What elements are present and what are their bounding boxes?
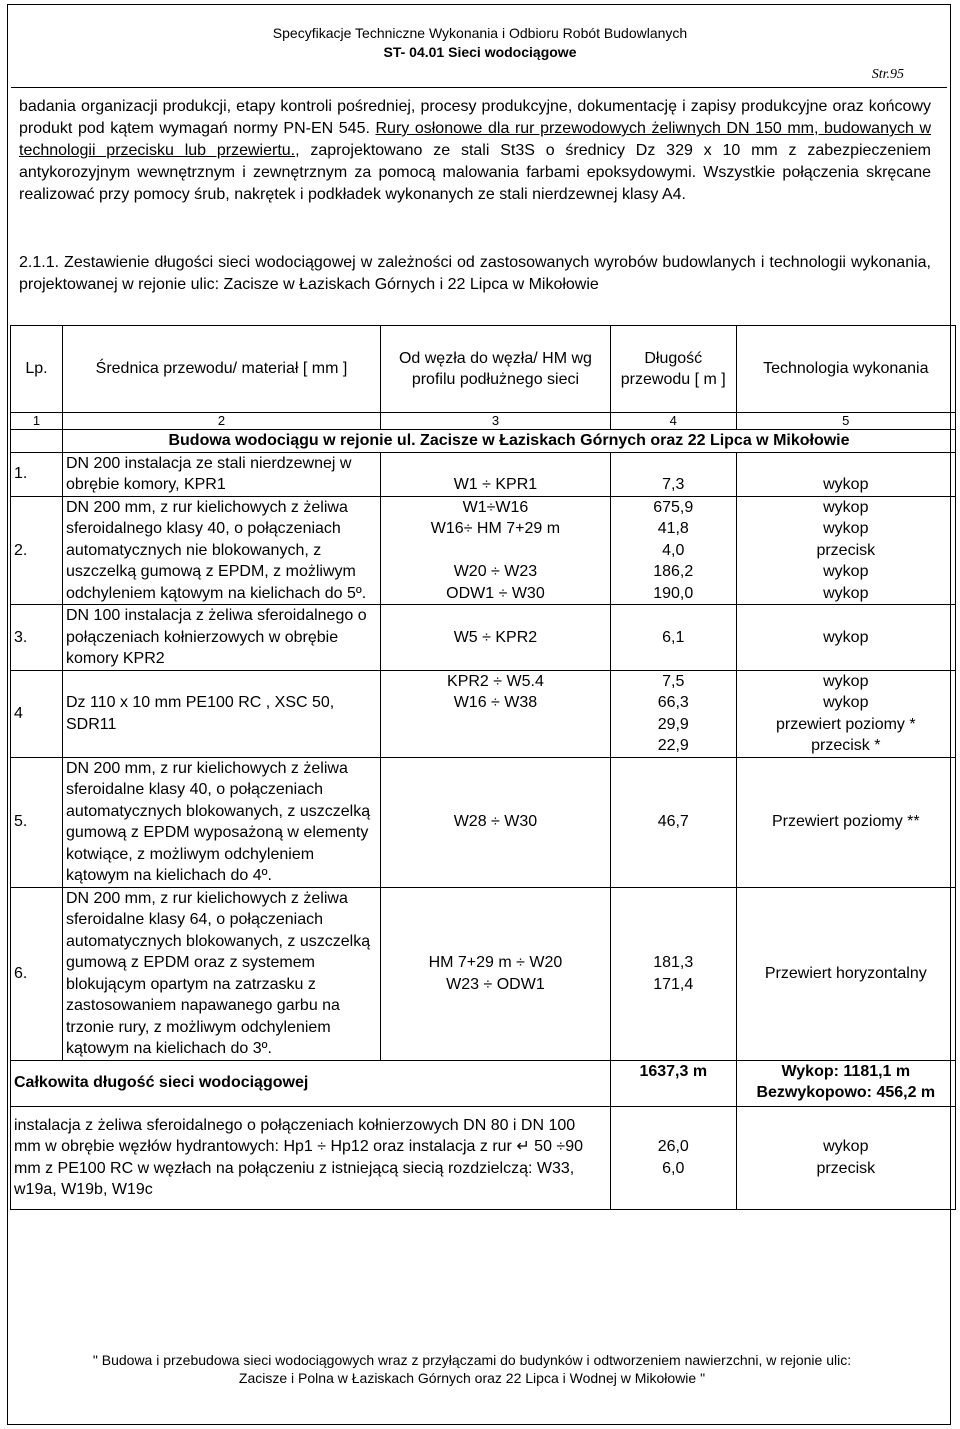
row-lengths: 46,7 [610, 757, 736, 887]
col-number: 5 [736, 413, 955, 430]
hydrant-lengths: 26,0 6,0 [610, 1106, 736, 1209]
table-row [11, 452, 956, 496]
footer-line-2: Zacisze i Polna w Łaziskach Górnych oraz 22 Lipca i Wodnej w Mikołowie " [238, 1370, 706, 1386]
table-header-row [11, 326, 956, 413]
section-title-row [11, 430, 956, 453]
row-lengths: 675,9 41,8 4,0 186,2 190,0 [610, 496, 736, 605]
table-row [11, 757, 956, 887]
row-sections: HM 7+29 m ÷ W20 W23 ÷ ODW1 [380, 887, 610, 1060]
row-sections: W5 ÷ KPR2 [380, 605, 610, 671]
row-technology: wykop [736, 605, 955, 671]
hydrant-technology: wykop przecisk [736, 1106, 955, 1209]
intro-text-c: , zaprojektowano ze stali St3S o średnicy Dz 329 x 10 mm z zabezpieczeniem antykorozyjnym wewnętrznym i zewnętrznym za pomocą malowania farbami epoksydowymi. Wszystkie połączenia skręcane realizować przy pomocy śrub, nakrętek i podkładek wykonanych ze stali nierdzewnej klasy A4. [19, 142, 931, 203]
header-title: Specyfikacje Techniczne Wykonania i Odbioru Robót Budowlanych [272, 25, 688, 41]
header-technology: Technologia wykonania [736, 326, 955, 413]
hydrant-row [11, 1106, 956, 1209]
header-divider [11, 87, 947, 88]
total-label: Całkowita długość sieci wodociągowej [11, 1060, 611, 1106]
col-number: 1 [11, 413, 63, 430]
table-row [11, 496, 956, 605]
section-title: Budowa wodociągu w rejonie ul. Zacisze w Łaziskach Górnych oraz 22 Lipca w Mikołowie [62, 430, 955, 453]
intro-text-underlined: Rury osłonowe dla rur przewodowych żeliwnych DN 150 mm, budowanych w technologii przecisku lub przewiertu. [19, 120, 932, 159]
header-lp: Lp. [11, 326, 63, 413]
page-number: Str.95 [871, 67, 904, 82]
col-number: 4 [610, 413, 736, 430]
row-sections: KPR2 ÷ W5.4 W16 ÷ W38 [380, 670, 610, 757]
row-sections: W1 ÷ KPR1 [380, 452, 610, 496]
intro-text-a: badania organizacji produkcji, etapy kontroli pośredniej, procesy produkcyjne, dokumentację i zapisy produkcyjne oraz końcowy produkt pod kątem wymagań normy PN-EN 545. [19, 98, 931, 137]
row-lengths: 7,5 66,3 29,9 22,9 [610, 670, 736, 757]
row-description: DN 100 instalacja z żeliwa sferoidalnego o połączeniach kołnierzowych w obrębie komory KPR2 [62, 605, 380, 671]
row-technology: Przewiert poziomy ** [736, 757, 955, 887]
column-number-row [11, 413, 956, 430]
row-lengths: 6,1 [610, 605, 736, 671]
row-description: Dz 110 x 10 mm PE100 RC , XSC 50, SDR11 [62, 670, 380, 757]
row-description: DN 200 mm, z rur kielichowych z żeliwa sferoidalnego klasy 40, o połączeniach automatycznych nie blokowanych, z uszczelką gumową z EPDM, z możliwym odchyleniem kątowym na kielichach do 5º. [62, 496, 380, 605]
table-row [11, 605, 956, 671]
header-diameter: Średnica przewodu/ materiał [ mm ] [62, 326, 380, 413]
total-technology: Wykop: 1181,1 m Bezwykopowo: 456,2 m [736, 1060, 955, 1106]
row-sections: W28 ÷ W30 [380, 757, 610, 887]
row-lp: 5. [11, 757, 63, 887]
row-technology: wykop [736, 452, 955, 496]
col-number: 3 [380, 413, 610, 430]
header-section: Od węzła do węzła/ HM wg profilu podłużnego sieci [380, 326, 610, 413]
row-lp: 6. [11, 887, 63, 1060]
row-lengths: 181,3 171,4 [610, 887, 736, 1060]
row-technology: wykop wykop przecisk wykop wykop [736, 496, 955, 605]
row-lengths: 7,3 [610, 452, 736, 496]
total-length: 1637,3 m [610, 1060, 736, 1106]
row-lp: 2. [11, 496, 63, 605]
col-number: 2 [62, 413, 380, 430]
row-technology: Przewiert horyzontalny [736, 887, 955, 1060]
total-row [11, 1060, 956, 1106]
table-row [11, 670, 956, 757]
row-description: DN 200 instalacja ze stali nierdzewnej w obrębie komory, KPR1 [62, 452, 380, 496]
header-length: Długość przewodu [ m ] [610, 326, 736, 413]
section-heading-paragraph: 2.1.1. Zestawienie długości sieci wodociągowej w zależności od zastosowanych wyrobów budowlanych i technologii wykonania, projektowanej w rejonie ulic: Zacisze w Łaziskach Górnych i 22 Lipca w Mikołowie [19, 254, 931, 293]
row-lp: 4 [11, 670, 63, 757]
row-description: DN 200 mm, z rur kielichowych z żeliwa sferoidalne klasy 64, o połączeniach automatycznych blokowanych, z uszczelką gumową z EPDM oraz z systemem blokującym opartym na zatrzasku z zastosowaniem napawanego garbu na trzonie rury, z możliwym odchyleniem kątowym na kielichach do 3º. [62, 887, 380, 1060]
footer-line-1: " Budowa i przebudowa sieci wodociągowych wraz z przyłączami do budynków i odtworzeniem nawierzchni, w rejonie ulic: [92, 1352, 852, 1368]
hydrant-description: instalacja z żeliwa sferoidalnego o połączeniach kołnierzowych DN 80 i DN 100 mm w obrębie węzłów hydrantowych: Hp1 ÷ Hp12 oraz instalacja z rur ↵ 50 ÷90 mm z PE100 RC w węzłach na połączeniu z istniejącą siecią rozdzielczą: W33, w19a, W19b, W19c [11, 1106, 611, 1209]
row-description: DN 200 mm, z rur kielichowych z żeliwa sferoidalne klasy 40, o połączeniach automatycznych blokowanych, z uszczelką gumową z EPDM wyposażoną w elementy kotwiące, z możliwym odchyleniem kątowym na kielichach do 4º. [62, 757, 380, 887]
table-row [11, 887, 956, 1060]
row-lp: 1. [11, 452, 63, 496]
pipe-length-table [10, 325, 956, 1210]
intro-paragraph [19, 96, 931, 206]
row-lp: 3. [11, 605, 63, 671]
row-technology: wykop wykop przewiert poziomy * przecisk * [736, 670, 955, 757]
header-spec-code: ST- 04.01 Sieci wodociągowe [383, 44, 577, 60]
row-sections: W1÷W16 W16÷ HM 7+29 m W20 ÷ W23 ODW1 ÷ W30 [380, 496, 610, 605]
